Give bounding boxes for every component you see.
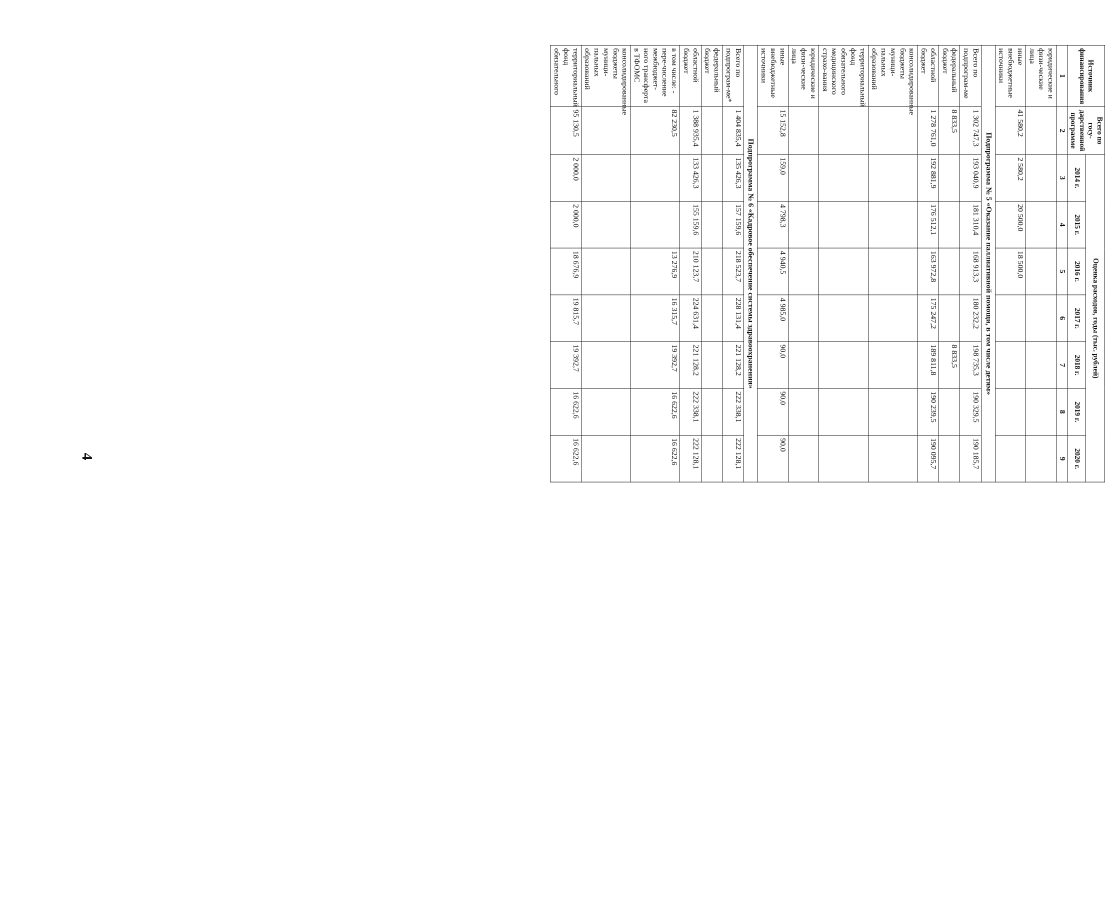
table-row bbox=[631, 45, 680, 482]
table-row bbox=[758, 45, 789, 482]
row-value: 1 278 761,0 bbox=[918, 107, 939, 155]
row-value: 192 881,9 bbox=[918, 154, 939, 201]
row-value: 1 302 747,3 bbox=[960, 107, 981, 155]
row-value: 13 276,9 bbox=[631, 248, 680, 295]
row-label: иные внебюджетные источники bbox=[758, 45, 789, 106]
row-label: юридические и физи-ческие лица bbox=[788, 45, 819, 106]
row-value bbox=[1026, 342, 1057, 389]
row-value bbox=[868, 154, 917, 201]
table-row bbox=[788, 45, 819, 482]
row-value: 82 230,5 bbox=[631, 107, 680, 155]
table-row bbox=[722, 45, 743, 482]
row-value: 190 095,7 bbox=[918, 435, 939, 482]
table-row bbox=[819, 45, 868, 482]
row-value bbox=[939, 295, 960, 342]
row-value bbox=[868, 295, 917, 342]
row-label: иные внебюджетные источники bbox=[995, 45, 1026, 106]
row-value: 155 159,6 bbox=[680, 201, 701, 248]
row-value bbox=[581, 295, 630, 342]
table-row bbox=[680, 45, 701, 482]
row-value bbox=[995, 295, 1026, 342]
row-value bbox=[868, 388, 917, 435]
row-value: 16 622,6 bbox=[551, 435, 582, 482]
row-value: 159,0 bbox=[758, 154, 789, 201]
section-row bbox=[744, 45, 758, 482]
row-value: 157 159,6 bbox=[722, 201, 743, 248]
section-title: Подпрограмма № 6 «Кадровое обеспечение системы здравоохранения» bbox=[744, 45, 758, 482]
row-value bbox=[939, 435, 960, 482]
row-value: 210 123,7 bbox=[680, 248, 701, 295]
row-value bbox=[788, 295, 819, 342]
row-value: 95 130,5 bbox=[551, 107, 582, 155]
row-value bbox=[819, 435, 868, 482]
row-value: 1 404 835,4 bbox=[722, 107, 743, 155]
column-number: 1 bbox=[1056, 45, 1067, 106]
row-value bbox=[581, 201, 630, 248]
row-value bbox=[701, 388, 722, 435]
row-value: 8 833,5 bbox=[939, 342, 960, 389]
table-body bbox=[551, 45, 1068, 482]
row-label: территориальный фонд обязательного bbox=[551, 45, 582, 106]
header-year: 2017 г. bbox=[1067, 295, 1086, 342]
row-value bbox=[819, 342, 868, 389]
row-value: 175 247,2 bbox=[918, 295, 939, 342]
row-value bbox=[1026, 107, 1057, 155]
header-year: 2015 г. bbox=[1067, 201, 1086, 248]
row-value bbox=[701, 154, 722, 201]
table-row bbox=[1026, 45, 1057, 482]
row-label: Всего по подпрограм-ме bbox=[960, 45, 981, 106]
table-row bbox=[960, 45, 981, 482]
row-label: территориальный фонд обязательного медицинского страхо-вания bbox=[819, 45, 868, 106]
row-value: 190 185,7 bbox=[960, 435, 981, 482]
row-value: 135 426,3 bbox=[722, 154, 743, 201]
table-row bbox=[918, 45, 939, 482]
column-number: 4 bbox=[1056, 201, 1067, 248]
column-number: 8 bbox=[1056, 388, 1067, 435]
column-number: 2 bbox=[1056, 107, 1067, 155]
table-row bbox=[868, 45, 917, 482]
row-value bbox=[819, 388, 868, 435]
row-value: 222 338,1 bbox=[680, 388, 701, 435]
row-value bbox=[788, 342, 819, 389]
row-value bbox=[788, 201, 819, 248]
row-label: областной бюджет bbox=[918, 45, 939, 106]
row-value: 90,0 bbox=[758, 342, 789, 389]
row-value: 19 392,7 bbox=[551, 342, 582, 389]
row-value: 16 315,7 bbox=[631, 295, 680, 342]
row-value: 168 913,3 bbox=[960, 248, 981, 295]
row-value bbox=[868, 435, 917, 482]
row-label: Всего по подпрограм-ме* bbox=[722, 45, 743, 106]
row-value: 2 000,0 bbox=[551, 154, 582, 201]
row-value bbox=[701, 435, 722, 482]
row-value bbox=[939, 388, 960, 435]
table-row bbox=[939, 45, 960, 482]
row-value bbox=[788, 107, 819, 155]
row-value: 16 622,6 bbox=[631, 388, 680, 435]
row-value: 181 310,4 bbox=[960, 201, 981, 248]
row-value: 228 131,4 bbox=[722, 295, 743, 342]
row-value bbox=[1026, 248, 1057, 295]
column-number: 7 bbox=[1056, 342, 1067, 389]
row-value bbox=[1026, 435, 1057, 482]
row-value: 1 388 935,4 bbox=[680, 107, 701, 155]
section-row bbox=[981, 45, 995, 482]
row-value bbox=[581, 435, 630, 482]
row-label: федеральный бюджет bbox=[939, 45, 960, 106]
row-value bbox=[631, 154, 680, 201]
row-value: 2 580,2 bbox=[995, 154, 1026, 201]
row-label: в том числе: - пере-числение межбюджет-ного трансферта в ТФОМС bbox=[631, 45, 680, 106]
row-value: 180 232,2 bbox=[960, 295, 981, 342]
row-value: 4 985,0 bbox=[758, 295, 789, 342]
row-value: 41 580,2 bbox=[995, 107, 1026, 155]
row-value bbox=[581, 248, 630, 295]
row-value bbox=[1026, 295, 1057, 342]
row-value bbox=[701, 295, 722, 342]
row-value bbox=[868, 248, 917, 295]
column-number: 3 bbox=[1056, 154, 1067, 201]
header-year: 2020 г. bbox=[1067, 435, 1086, 482]
header-year: 2018 г. bbox=[1067, 342, 1086, 389]
row-value: 133 426,3 bbox=[680, 154, 701, 201]
row-value bbox=[701, 248, 722, 295]
row-value: 222 128,1 bbox=[722, 435, 743, 482]
header-source: Источник финансирования bbox=[1067, 45, 1105, 106]
row-label: консолидированные бюджеты муници-пальных образований bbox=[581, 45, 630, 106]
header-row bbox=[1086, 45, 1105, 482]
row-label: юридические и физи-ческие лица bbox=[1026, 45, 1057, 106]
row-value: 222 338,1 bbox=[722, 388, 743, 435]
table-row bbox=[701, 45, 722, 482]
row-value bbox=[631, 201, 680, 248]
row-value bbox=[581, 154, 630, 201]
row-value: 18 676,9 bbox=[551, 248, 582, 295]
row-value: 19 815,7 bbox=[551, 295, 582, 342]
row-label: федеральный бюджет bbox=[701, 45, 722, 106]
row-label: консолидированные бюджеты муници-пальных образований bbox=[868, 45, 917, 106]
row-value: 19 392,7 bbox=[631, 342, 680, 389]
row-value: 4 798,3 bbox=[758, 201, 789, 248]
row-value bbox=[581, 342, 630, 389]
row-value: 190 329,5 bbox=[960, 388, 981, 435]
row-value bbox=[995, 388, 1026, 435]
table-row bbox=[551, 45, 582, 482]
row-value: 20 500,0 bbox=[995, 201, 1026, 248]
section-title: Подпрограмма № 5 «Оказание паллиативной помощи, в том числе детям» bbox=[981, 45, 995, 482]
row-value bbox=[788, 154, 819, 201]
row-value bbox=[581, 388, 630, 435]
row-value bbox=[788, 435, 819, 482]
row-value: 218 523,7 bbox=[722, 248, 743, 295]
column-number: 5 bbox=[1056, 248, 1067, 295]
row-value: 15 152,8 bbox=[758, 107, 789, 155]
row-value bbox=[788, 388, 819, 435]
row-value: 4 940,5 bbox=[758, 248, 789, 295]
row-value: 224 631,4 bbox=[680, 295, 701, 342]
row-value bbox=[819, 295, 868, 342]
row-value: 8 833,5 bbox=[939, 107, 960, 155]
row-value bbox=[868, 201, 917, 248]
row-value bbox=[701, 201, 722, 248]
header-year: 2014 г. bbox=[1067, 154, 1086, 201]
row-value bbox=[701, 342, 722, 389]
row-value: 221 128,2 bbox=[722, 342, 743, 389]
column-number: 9 bbox=[1056, 435, 1067, 482]
row-value: 90,0 bbox=[758, 388, 789, 435]
row-value: 16 622,6 bbox=[551, 388, 582, 435]
row-value bbox=[1026, 154, 1057, 201]
header-estimate: Оценка расходов, годы (тыс. рублей) bbox=[1086, 154, 1105, 482]
row-value bbox=[1026, 201, 1057, 248]
row-value bbox=[819, 154, 868, 201]
table-row bbox=[581, 45, 630, 482]
row-value: 2 000,0 bbox=[551, 201, 582, 248]
row-value bbox=[819, 107, 868, 155]
header-total: Всего по госу-дарственной программе bbox=[1067, 107, 1105, 155]
row-value bbox=[819, 201, 868, 248]
table-row bbox=[995, 45, 1026, 482]
row-value: 193 040,9 bbox=[960, 154, 981, 201]
column-number: 6 bbox=[1056, 295, 1067, 342]
row-value: 176 512,1 bbox=[918, 201, 939, 248]
row-value bbox=[701, 107, 722, 155]
row-value: 163 972,8 bbox=[918, 248, 939, 295]
column-number-row bbox=[1056, 45, 1067, 482]
row-value bbox=[995, 435, 1026, 482]
row-value: 189 811,8 bbox=[918, 342, 939, 389]
row-value bbox=[1026, 388, 1057, 435]
header-year: 2016 г. bbox=[1067, 248, 1086, 295]
row-value: 90,0 bbox=[758, 435, 789, 482]
row-value: 18 500,0 bbox=[995, 248, 1026, 295]
header-year: 2019 г. bbox=[1067, 388, 1086, 435]
page-number: 4 bbox=[78, 452, 95, 461]
row-value: 16 622,6 bbox=[631, 435, 680, 482]
row-value bbox=[819, 248, 868, 295]
row-label: областной бюджет bbox=[680, 45, 701, 106]
row-value: 198 735,3 bbox=[960, 342, 981, 389]
row-value: 221 128,2 bbox=[680, 342, 701, 389]
budget-table bbox=[550, 45, 1105, 482]
row-value: 222 128,1 bbox=[680, 435, 701, 482]
row-value bbox=[995, 342, 1026, 389]
row-value bbox=[939, 201, 960, 248]
row-value bbox=[788, 248, 819, 295]
table-container bbox=[552, 45, 1105, 482]
row-value: 190 239,5 bbox=[918, 388, 939, 435]
row-value bbox=[868, 342, 917, 389]
row-value bbox=[939, 248, 960, 295]
row-value bbox=[939, 154, 960, 201]
